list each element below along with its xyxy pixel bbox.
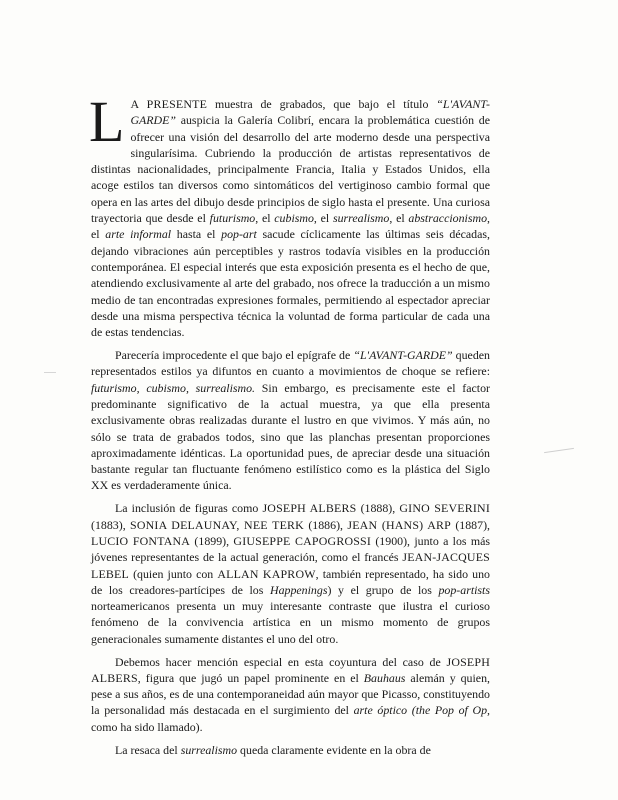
term: arte óptico (the Pop of Op,: [353, 703, 490, 718]
text: , el: [389, 211, 409, 226]
paragraph-4: [91, 654, 490, 735]
text: , el: [255, 211, 275, 226]
text: , también representado, ha sido uno de los creadores-partícipes de los: [91, 566, 490, 597]
artist-name: LUCIO FONTANA: [91, 533, 191, 548]
term: arte informal: [105, 227, 172, 242]
paragraph-intro: [89, 89, 490, 340]
term: surrealismo: [332, 211, 390, 226]
text: (1888),: [356, 501, 400, 516]
text: (1900), junto a los más jóvenes representantes de la actual generación, como el francés: [91, 533, 491, 565]
document-body: [89, 89, 491, 765]
artist-name: GINO SEVERINI: [399, 501, 491, 516]
text: queda claramente evidente en la obra de: [237, 742, 431, 757]
text: , el: [313, 211, 333, 226]
text: norteamericanos presenta un muy interesante contraste que ilustra el curioso fenómeno de la convivencia artística en un mismo momento de grupos generacionales sumamente distantes el uno del otro.: [91, 599, 490, 646]
text: La inclusión de figuras como: [115, 501, 263, 516]
text: alemán y quien, pese a sus años, es de una contemporaneidad aún mayor que Picasso, constituyendo la personalidad más destacada en el surgimiento del: [91, 670, 490, 718]
artist-name: JOSEPH ALBERS: [91, 654, 490, 685]
title-quote: “L'AVANT-GARDE”: [353, 348, 453, 363]
term: cubismo: [274, 211, 314, 226]
term: Bauhaus: [363, 670, 406, 685]
paragraph-3: [91, 500, 490, 647]
text: (1887),: [450, 517, 491, 532]
scan-mark: [544, 448, 574, 453]
text: auspicia la Galería Colibrí, encara la problemática cuestión de ofrecer una visión del desarrollo del arte moderno desde una perspectiva singularísima. Cubriendo la producción de artistas representativos de distintas nacionalidades, principalmente Francia, Italia y Estados Unidos, ella acoge estilos tan diversos como sintomáticos del vertiginoso cambio formal que opera en las artes del dibujo desde principios de siglo hasta el presente. Una curiosa trayectoria que desde el: [91, 113, 490, 226]
paragraph-5: [91, 742, 490, 758]
text: ) y el grupo de los: [327, 582, 439, 597]
term-list: futurismo, cubismo, surrealismo.: [91, 380, 256, 395]
text: como ha sido llamado).: [91, 719, 203, 734]
text: hasta el: [171, 227, 222, 242]
title-quote: “L'AVANT-GARDE”: [130, 97, 490, 128]
text: La resaca del: [115, 742, 181, 757]
scan-mark: [44, 372, 56, 373]
term: abstraccionismo: [408, 211, 488, 226]
text: Parecería improcedente el que bajo el epígrafe de: [115, 348, 354, 363]
drop-cap: L: [89, 89, 125, 154]
artist-name: SONIA DELAUNAY, NEE TERK: [130, 517, 304, 532]
artist-name: ALLAN KAPROW: [217, 566, 316, 581]
text: (1899),: [190, 533, 234, 548]
artist-name: JOSEPH ALBERS: [262, 501, 357, 516]
text: , el: [91, 211, 490, 242]
text: queden representados estilos ya difuntos en cuanto a movimientos de choque se refiere:: [91, 348, 490, 379]
artist-name: GIUSEPPE CAPOGROSSI: [233, 533, 372, 548]
term: futurismo: [209, 211, 256, 226]
text: (quien junto con: [128, 566, 218, 581]
term: surrealismo: [180, 742, 238, 757]
text: Sin embargo, es precisamente este el factor predominante significativo de la actual muestra, ya que ella presenta exclusivamente obras realizadas durante el lustro en que vivimos. Y más aún, no sólo se trata de grabados todos, sino que las planchas presentan proporciones aproximadamente idénticas. La oportunidad pues, de apreciar desde una situación bastante regular tan fluctuante fenómeno estilístico como es la plástica del Siglo XX es verdaderamente única.: [91, 380, 490, 493]
term: Happenings: [269, 582, 328, 597]
paragraph-2: [91, 347, 490, 494]
artist-name: JEAN (HANS) ARP: [347, 517, 451, 532]
text: muestra de grabados, que bajo el título: [207, 97, 437, 111]
text: Debemos hacer mención especial en esta coyuntura del caso de: [115, 654, 447, 669]
term: pop-art: [221, 227, 257, 242]
term: pop-artists: [438, 582, 490, 597]
text: , figura que jugó un papel prominente en el: [137, 670, 364, 685]
artist-name: JEAN-JACQUES LEBEL: [91, 550, 490, 581]
text: (1883),: [91, 517, 131, 532]
lead-caps: A PRESENTE: [130, 97, 208, 111]
text: (1886),: [303, 517, 348, 532]
text: sacude cíclicamente las últimas seis décadas, dejando vibraciones aún perceptibles y rastros todavía visibles en la producción contemporánea. El especial interés que esta exposición presenta es el hecho de que, atendiendo exclusivamente al arte del grabado, nos ofrece la traducción a un mismo medio de tan encontradas expresiones formales, permitiendo al espectador apreciar desde una misma perspectiva técnica la voluntad de forma particular de cada una de estas tendencias.: [91, 227, 490, 340]
